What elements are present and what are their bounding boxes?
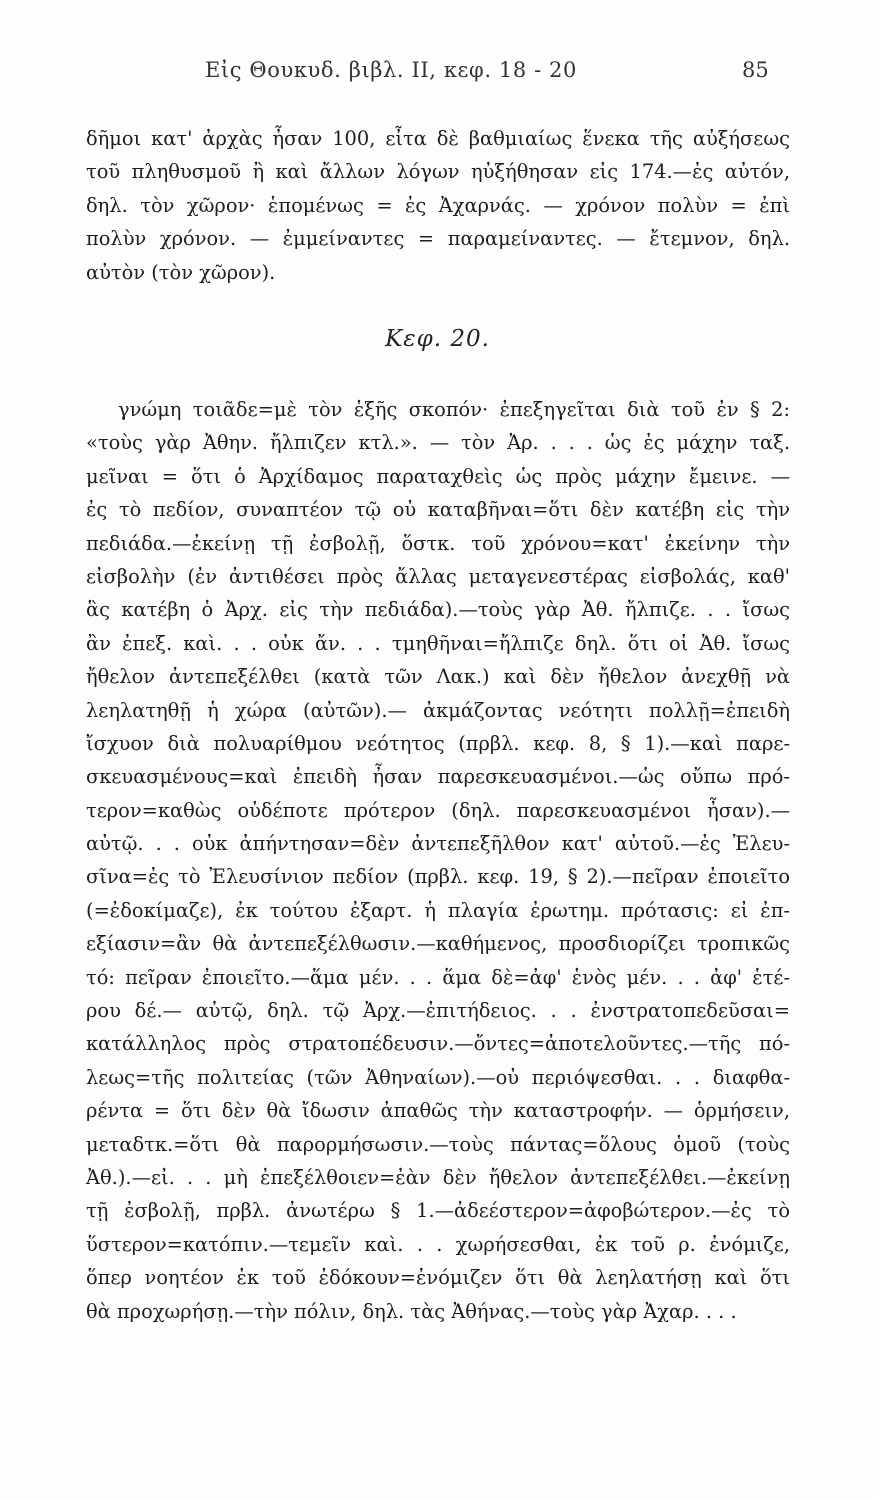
text-line: ἐς τὸ πεδίον, συναπτέον τῷ οὐ καταβῆναι=ὅτι δὲν κατέβη εἰς τὴν — [86, 498, 790, 522]
text-line: ρέντα = ὅτι δὲν θὰ ἴδωσιν ἀπαθῶς τὴν καταστροφήν. — ὁρμήσειν, — [86, 1099, 790, 1123]
text-line: ὕστερον=κατόπιν.—τεμεῖν καὶ. . . χωρήσεσθαι, ἐκ τοῦ ρ. ἐνόμιζε, — [86, 1232, 790, 1256]
text-line: λεηλατηθῇ ἡ χώρα (αὐτῶν).— ἀκμάζοντας νεότητι πολλῇ=ἐπειδὴ — [86, 698, 790, 722]
text-line: ἴσχυον διὰ πολυαρίθμου νεότητος (πρβλ. κεφ. 8, § 1).—καὶ παρε- — [86, 731, 790, 755]
text-line: ἂν ἐπεξ. καὶ. . . οὐκ ἄν. . . τμηθῆναι=ἤλπιζε δηλ. ὅτι οἱ Ἀθ. ἴσως — [86, 631, 790, 655]
running-header — [0, 58, 875, 88]
text-line: τό: πεῖραν ἐποιεῖτο.—ἅμα μέν. . . ἅμα δὲ=ἀφ' ἑνὸς μέν. . . ἀφ' ἑτέ- — [86, 965, 790, 989]
chapter-commentary — [86, 393, 790, 1328]
text-line: δηλ. τὸν χῶρον· ἑπομένως = ἐς Ἀχαρνάς. — χρόνον πολὺν = ἐπὶ — [86, 193, 790, 217]
text-line: μεταδτκ.=ὅτι θὰ παρορμήσωσιν.—τοὺς πάντας=ὅλους ὁμοῦ (τοὺς — [86, 1132, 790, 1156]
text-line: ρου δέ.— αὐτῷ, δηλ. τῷ Ἀρχ.—ἐπιτήδειος. . . ἐνστρατοπεδεῦσαι= — [86, 999, 790, 1023]
text-line: εἰσβολὴν (ἐν ἀντιθέσει πρὸς ἄλλας μεταγενεστέρας εἰσβολάς, καθ' — [86, 564, 790, 588]
text-line: ἤθελον ἀντεπεξέλθει (κατὰ τῶν Λακ.) καὶ δὲν ἤθελον ἀνεχθῇ νὰ — [86, 665, 790, 689]
text-line: θὰ προχωρήσῃ.—τὴν πόλιν, δηλ. τὰς Ἀθήνας.—τοὺς γὰρ Ἀχαρ. . . . — [86, 1299, 737, 1323]
text-line: σκευασμένους=καὶ ἐπειδὴ ἦσαν παρεσκευασμένοι.—ὡς οὔπω πρό- — [86, 765, 790, 789]
text-line: αὐτῷ. . . οὐκ ἀπήντησαν=δὲν ἀντεπεξῆλθον κατ' αὐτοῦ.—ἐς Ἐλευ- — [86, 832, 790, 856]
text-line: (=ἐδοκίμαζε), ἐκ τούτου ἐξαρτ. ἡ πλαγία ἐρωτημ. πρότασις: εἰ ἐπ- — [86, 898, 790, 922]
chapter-heading: Κεφ. 20. — [385, 326, 490, 352]
text-line: λεως=τῆς πολιτείας (τῶν Ἀθηναίων).—οὐ περιόψεσθαι. . . διαφθα- — [86, 1065, 790, 1089]
text-line: ὅπερ νοητέον ἐκ τοῦ ἐδόκουν=ἐνόμιζεν ὅτι θὰ λεηλατήσῃ καὶ ὅτι — [86, 1266, 790, 1290]
text-line: δῆμοι κατ' ἀρχὰς ἦσαν 100, εἶτα δὲ βαθμιαίως ἕνεκα τῆς αὐξήσεως — [86, 127, 790, 150]
text-line: τῇ ἐσβολῇ, πρβλ. ἀνωτέρω § 1.—ἀδεέστερον=ἀφοβώτερον.—ἐς τὸ — [86, 1199, 790, 1223]
text-line: μεῖναι = ὅτι ὁ Ἀρχίδαμος παραταχθεὶς ὡς πρὸς μάχην ἔμεινε. — — [86, 464, 790, 488]
text-line: εξίασιν=ἂν θὰ ἀντεπεξέλθωσιν.—καθήμενος, προσδιορίζει τροπικῶς — [86, 932, 790, 956]
text-line: τοῦ πληθυσμοῦ ἢ καὶ ἄλλων λόγων ηὐξήθησαν εἰς 174.—ἐς αὐτόν, — [86, 160, 790, 184]
text-line: Ἀθ.).—εἰ. . . μὴ ἐπεξέλθοιεν=ἐὰν δὲν ἤθελον ἀντεπεξέλθει.—ἐκείνῃ — [86, 1165, 790, 1189]
text-line: «τοὺς γὰρ Ἀθην. ἤλπιζεν κτλ.». — τὸν Ἀρ. . . . ὡς ἐς μάχην ταξ. — [86, 431, 790, 455]
text-line: αὐτὸν (τὸν χῶρον). — [86, 260, 276, 284]
running-title: Εἰς Θουκυδ. βιβλ. II, κεφ. 18 - 20 — [205, 58, 577, 82]
page-number: 85 — [742, 58, 769, 82]
text-line: πεδιάδα.—ἐκείνῃ τῇ ἐσβολῇ, ὅστκ. τοῦ χρόνου=κατ' ἐκείνην τὴν — [86, 531, 790, 555]
text-line: τερον=καθὼς οὐδέποτε πρότερον (δηλ. παρεσκευασμένοι ἦσαν).— — [86, 798, 790, 822]
text-line: σῖνα=ἐς τὸ Ἐλευσίνιον πεδίον (πρβλ. κεφ. 19, § 2).—πεῖραν ἐποιεῖτο — [86, 865, 790, 889]
text-line: κατάλληλος πρὸς στρατοπέδευσιν.—ὄντες=ἀποτελοῦντες.—τῆς πό- — [86, 1032, 790, 1056]
continued-commentary — [86, 122, 790, 289]
text-line: ἃς κατέβη ὁ Ἀρχ. εἰς τὴν πεδιάδα).—τοὺς γὰρ Ἀθ. ἤλπιζε. . . ἴσως — [86, 598, 790, 622]
text-line: γνώμη τοιᾶδε=μὲ τὸν ἑξῆς σκοπόν· ἐπεξηγεῖται διὰ τοῦ ἐν § 2: — [118, 398, 790, 421]
text-line: πολὺν χρόνον. — ἐμμείναντες = παραμείναντες. — ἔτεμνον, δηλ. — [86, 227, 790, 251]
